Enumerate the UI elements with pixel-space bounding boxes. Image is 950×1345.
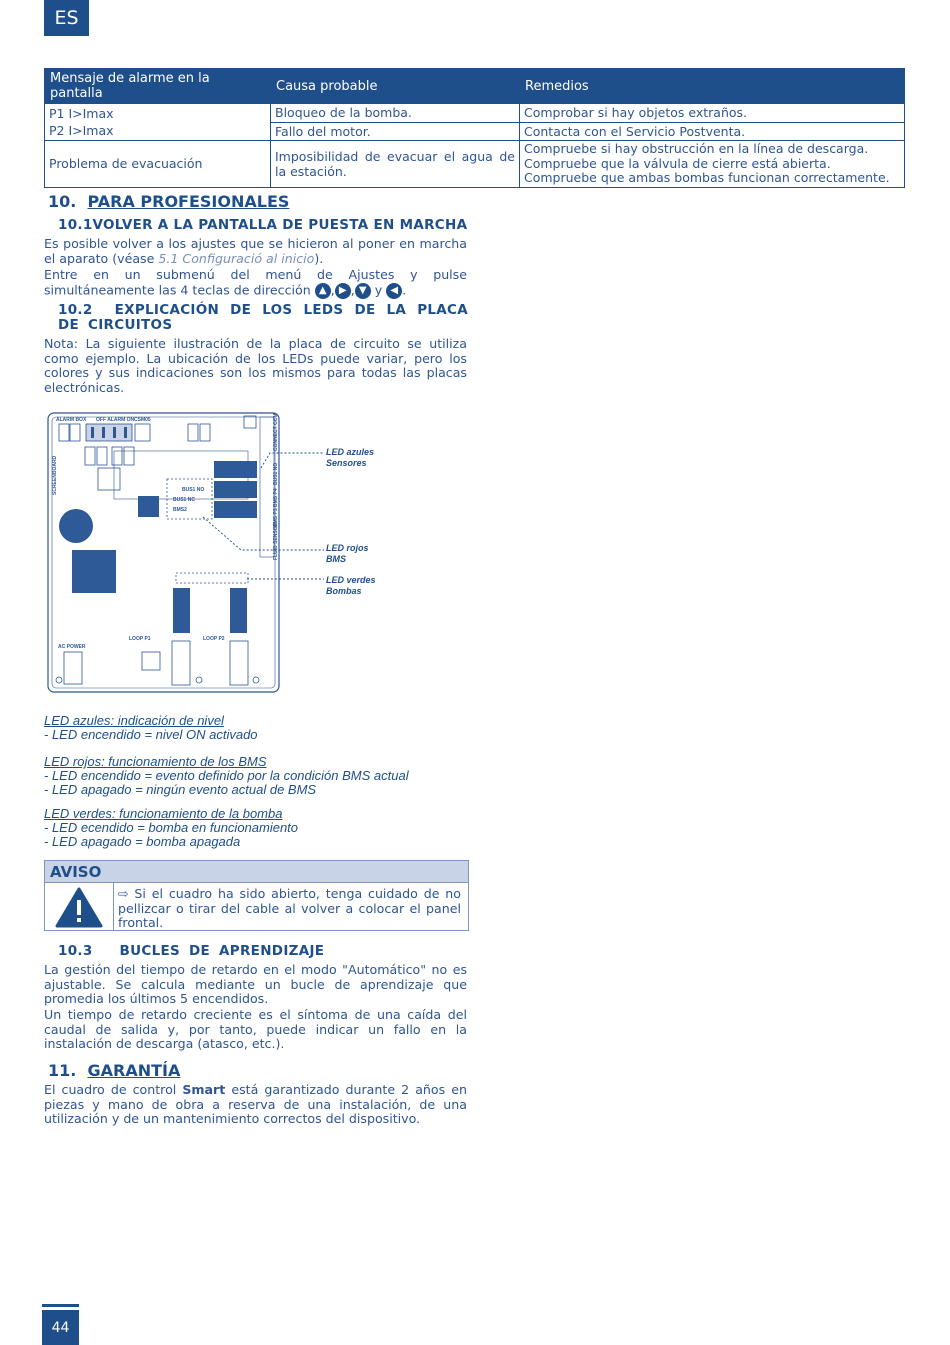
remedy-line: Compruebe si hay obstrucción en la línea de descarga. xyxy=(524,141,869,156)
brand-name: Smart xyxy=(182,1082,226,1097)
table-row xyxy=(45,141,905,188)
paragraph: Un tiempo de retardo creciente es el síntoma de una caída del caudal de salida y, por tanto, puede indicar un fallo en la instalación de descarga (atasco, etc.). xyxy=(44,1007,467,1052)
ac-power-label: AC POWER xyxy=(58,644,86,650)
callout-led-red-line1: LED rojos xyxy=(326,543,369,553)
led-group-title: LED rojos: funcionamiento de los BMS xyxy=(44,754,267,769)
section-11-heading xyxy=(48,1061,180,1080)
remedy-line: Compruebe que ambas bombas funcionan correctamente. xyxy=(524,170,890,185)
remedy-line: Compruebe que la válvula de cierre está abierta. xyxy=(524,155,831,171)
page-number: 44 xyxy=(42,1310,79,1345)
connect-com-label: CONNECT COM xyxy=(273,413,279,451)
warning-title: AVISO xyxy=(45,861,468,883)
text: está garantizado durante 2 años en piezas y mano de obra a reserva de una instalación, de una utilización y de un mantenimiento correctos del dispositivo. xyxy=(44,1082,467,1127)
warning-icon xyxy=(45,883,113,930)
led-item: - LED encendido = evento definido por la condición BMS actual xyxy=(44,768,409,783)
led-group-title: LED verdes: funcionamiento de la bomba xyxy=(44,806,283,821)
section-10-heading xyxy=(48,192,289,211)
callout-led-blue-line1: LED azules xyxy=(326,447,375,457)
loop-p1-label: LOOP P1 xyxy=(129,636,151,642)
cross-reference-link[interactable]: 5.1 Configuració al inicio xyxy=(158,250,315,266)
paragraph xyxy=(44,268,467,299)
table-cell xyxy=(45,104,271,141)
table-cell: Comprobar si hay objetos extraños. xyxy=(520,104,905,123)
right-arrow-icon: ▶ xyxy=(335,283,351,299)
alarm-table xyxy=(44,68,905,188)
table-header: Remedios xyxy=(520,69,905,104)
led-item: - LED encendido = nivel ON activado xyxy=(44,727,258,742)
led-red-explanation xyxy=(44,755,474,797)
warning-text: ⇨ Si el cuadro ha sido abierto, tenga cuidado de no pellizcar o tirar del cable al volver a colocar el panel frontal. xyxy=(118,886,461,931)
bus1-nc-board-label: BUS1 NC xyxy=(173,497,195,503)
text: , xyxy=(330,282,335,298)
warning-icon-cell xyxy=(45,883,114,930)
bus1-no-label: BUS1 NO xyxy=(273,462,279,485)
table-cell: Contacta con el Servicio Postventa. xyxy=(520,122,905,141)
led-blue-explanation xyxy=(44,714,474,742)
left-arrow-icon: ◀ xyxy=(386,283,402,299)
subsection-number: 10.1 xyxy=(58,217,93,233)
table-cell: Fallo del motor. xyxy=(271,122,520,141)
subsection-title: BUCLES DE APRENDIZAJE xyxy=(119,943,325,959)
alarm-message: P2 I>Imax xyxy=(49,123,114,138)
led-item: - LED apagado = bomba apagada xyxy=(44,834,241,849)
section-number: 10. xyxy=(48,192,77,211)
table-cell: Bloqueo de la bomba. xyxy=(271,104,520,123)
table-header: Mensaje de alarme en la pantalla xyxy=(45,69,271,104)
note-paragraph: Nota: La siguiente ilustración de la placa de circuito se utiliza como ejemplo. La ubicación de los LEDs puede variar, pero los colores y sus indicaciones son los mismos para todas las placas electrónicas. xyxy=(44,336,467,396)
subsection-title: VOLVER A LA PANTALLA DE PUESTA EN MARCHA xyxy=(92,217,468,233)
text: ). xyxy=(314,250,324,266)
callout-led-blue-line2: Sensores xyxy=(326,458,367,468)
led-green-explanation xyxy=(44,807,474,849)
callout-led-green-line1: LED verdes xyxy=(326,575,376,585)
text: El cuadro de control xyxy=(44,1082,183,1097)
up-arrow-icon: ▲ xyxy=(315,283,331,299)
fluid-sensor-label: FLUID SENSOR xyxy=(273,522,279,560)
csm05-label: CSM05 xyxy=(134,417,151,423)
subsection-title: EXPLICACIÓN DE LOS LEDS DE LA PLACA DE CIRCUITOS xyxy=(58,302,468,333)
loop-p2-label: LOOP P2 xyxy=(203,636,225,642)
text: , xyxy=(350,282,355,298)
subsection-number: 10.2 xyxy=(58,302,93,318)
down-arrow-icon: ▼ xyxy=(355,283,371,299)
text: y xyxy=(370,282,387,298)
section-number: 11. xyxy=(48,1061,77,1080)
text: Entre en un submenú del menú de Ajustes y pulse simultáneamente las 4 teclas de dirección xyxy=(44,267,467,298)
paragraph xyxy=(44,237,467,266)
table-header: Causa probable xyxy=(271,69,520,104)
text: Es posible volver a los ajustes que se hicieron al poner en marcha el aparato (véase xyxy=(44,236,467,266)
circuit-board-diagram xyxy=(40,405,440,700)
led-item: - LED ecendido = bomba en funcionamiento xyxy=(44,820,299,835)
bms-label: BMS P3 BMS P4 xyxy=(273,488,279,527)
subsection-10-2-heading xyxy=(58,303,468,333)
subsection-10-1-heading xyxy=(58,217,467,233)
alarm-box-label: ALARM BOX xyxy=(56,417,87,423)
callout-led-green-line2: Bombas xyxy=(326,586,362,596)
section-title: PARA PROFESIONALES xyxy=(87,192,290,211)
table-cell: Imposibilidad de evacuar el agua de la estación. xyxy=(271,141,520,188)
text: . xyxy=(402,282,407,298)
bms2-board-label: BMS2 xyxy=(173,507,187,513)
language-tab: ES xyxy=(44,0,89,36)
led-group-title: LED azules: indicación de nivel xyxy=(44,713,224,728)
bus1-no-board-label: BUS1 NO xyxy=(182,487,205,493)
subsection-number: 10.3 xyxy=(58,943,93,959)
table-cell: Problema de evacuación xyxy=(45,141,271,188)
off-alarm-on-label: OFF ALARM ON xyxy=(96,417,135,423)
table-header-row xyxy=(45,69,905,104)
section-title: GARANTÍA xyxy=(87,1061,181,1080)
alarm-message: P1 I>Imax xyxy=(49,106,114,121)
warranty-paragraph xyxy=(44,1083,467,1127)
page-number-bar xyxy=(42,1304,79,1307)
paragraph: La gestión del tiempo de retardo en el modo "Automático" no es ajustable. Se calcula mediante un bucle de aprendizaje que promedia los últimos 5 encendidos. xyxy=(44,962,467,1007)
subsection-10-3-heading xyxy=(58,943,324,959)
table-cell xyxy=(520,141,905,188)
table-row xyxy=(45,104,905,123)
led-item: - LED apagado = ningún evento actual de BMS xyxy=(44,782,317,797)
callout-led-red-line2: BMS xyxy=(326,554,346,564)
warning-box xyxy=(44,860,469,931)
screenboard-label: SCREENBOARD xyxy=(52,455,58,495)
